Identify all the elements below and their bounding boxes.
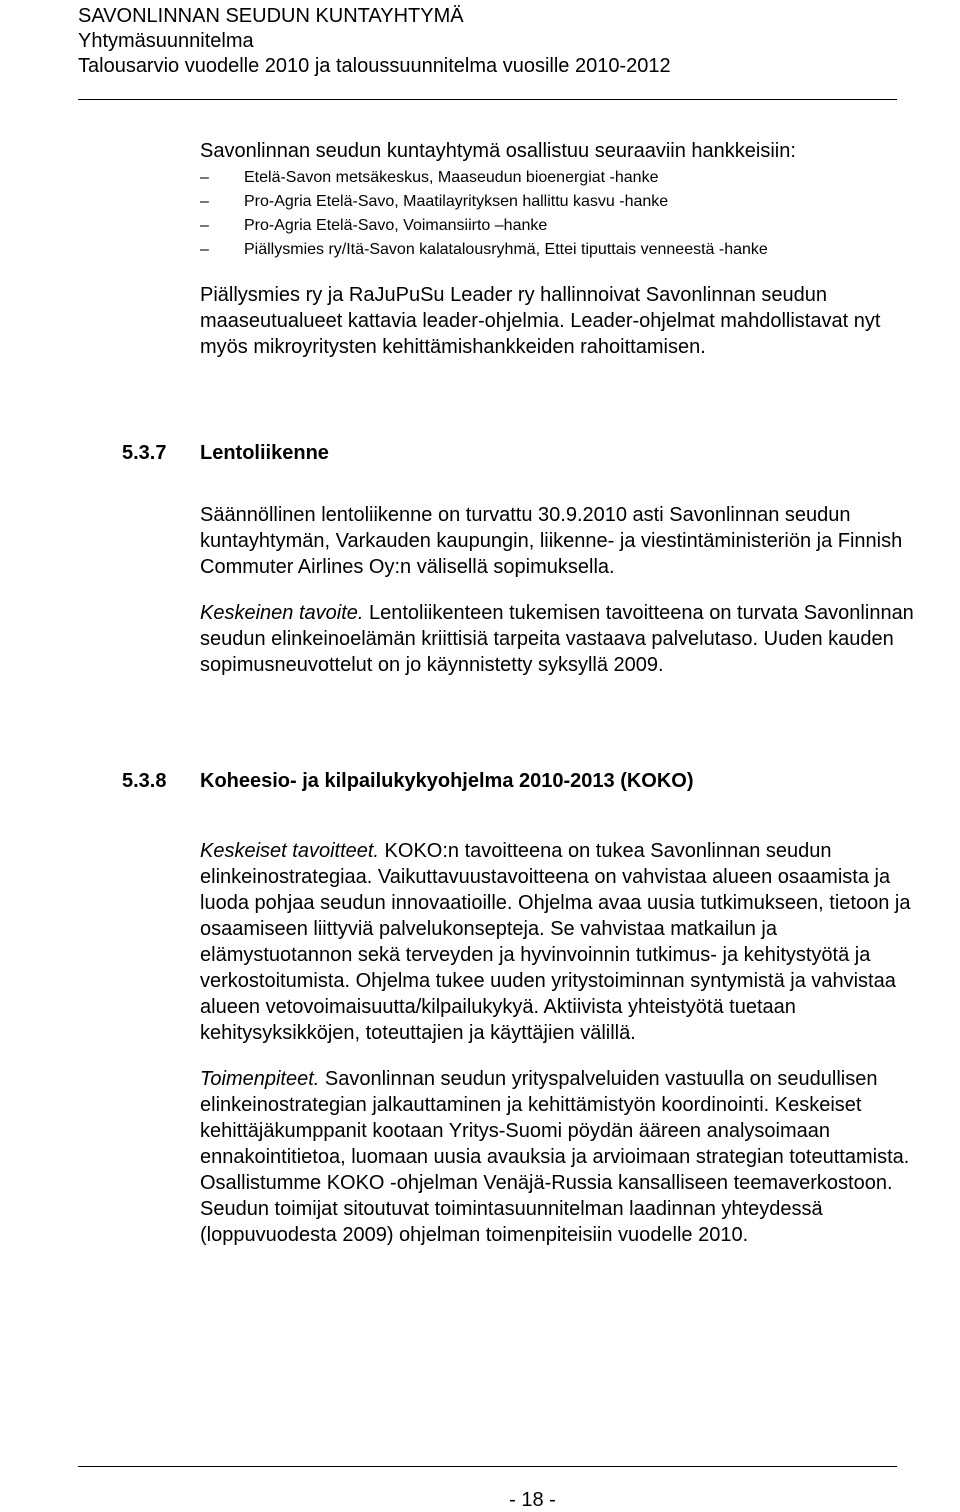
- actions-label: Toimenpiteet.: [200, 1068, 320, 1090]
- section-title: Koheesio- ja kilpailukykyohjelma 2010-2013 (KOKO): [200, 770, 694, 792]
- goal-text: Lentoliikenteen tukemisen tavoitteena on turvata Savonlinnan seudun elinkeinoelämän kriittisiä tarpeita vastaava palvelutaso. Uuden kauden sopimusneuvottelut on jo käynnistetty syksyllä 2009.: [200, 602, 914, 676]
- lentoliikenne-goal: [200, 600, 930, 678]
- list-item: – Piällysmies ry/Itä-Savon kalatalousryhmä, Ettei tiputtais venneestä -hanke: [200, 238, 930, 262]
- section-title: Lentoliikenne: [200, 442, 329, 464]
- header-plan: Yhtymäsuunnitelma: [78, 30, 254, 52]
- dash-bullet-icon: –: [200, 217, 209, 234]
- koko-goals: [200, 838, 930, 1046]
- lentoliikenne-paragraph: Säännöllinen lentoliikenne on turvattu 30.9.2010 asti Savonlinnan seudun kuntayhtymän, Varkauden kaupungin, liikenne- ja viestintäministeriön ja Finnish Commuter Airlines Oy:n välisellä sopimuksella.: [200, 504, 903, 578]
- goal-label: Keskeinen tavoite.: [200, 602, 364, 624]
- dash-bullet-icon: –: [200, 241, 209, 258]
- projects-section: [200, 138, 930, 360]
- header-divider: [78, 99, 897, 100]
- goals-label: Keskeiset tavoitteet.: [200, 840, 379, 862]
- section-number: 5.3.8: [122, 770, 167, 792]
- list-item: – Pro-Agria Etelä-Savo, Maatilayrityksen hallittu kasvu -hanke: [200, 190, 930, 214]
- footer-divider: [78, 1466, 897, 1467]
- dash-bullet-icon: –: [200, 193, 209, 210]
- actions-text: Savonlinnan seudun yrityspalveluiden vastuulla on seudullisen elinkeinostrategian jalkauttaminen ja kehittämistyön koordinointi. Keskeiset kehittäjäkumppanit kootaan Yritys-Suomi pöydän ääreen analysoimaan ennakointitietoa, luomaan uusia avauksia ja arvioimaan strategian toteuttamista. Osallistumme KOKO -ohjelman Venäjä-Russia kansalliseen teemaverkostoon. Seudun toimijat sitoutuvat toimintasuunnitelman laadinnan yhteydessä (loppuvuodesta 2009) ohjelman toimenpiteisiin vuodelle 2010.: [200, 1068, 910, 1246]
- header-budget: Talousarvio vuodelle 2010 ja taloussuunnitelma vuosille 2010-2012: [78, 55, 671, 77]
- page-header: [78, 4, 898, 79]
- koko-actions: [200, 1066, 930, 1248]
- list-item: – Pro-Agria Etelä-Savo, Voimansiirto –hanke: [200, 214, 930, 238]
- projects-list: [200, 166, 930, 262]
- dash-bullet-icon: –: [200, 169, 209, 186]
- page-number: - 18 -: [509, 1489, 556, 1511]
- lentoliikenne-body: [200, 502, 930, 678]
- koko-body: [200, 838, 930, 1248]
- leader-paragraph: Piällysmies ry ja RaJuPuSu Leader ry hallinnoivat Savonlinnan seudun maaseutualueet kattavia leader-ohjelmia. Leader-ohjelmat mahdollistavat nyt myös mikroyritysten kehittämishankkeiden rahoittamisen.: [200, 284, 881, 358]
- goals-text: KOKO:n tavoitteena on tukea Savonlinnan seudun elinkeinostrategiaa. Vaikuttavuustavoitteena on vahvistaa alueen osaamista ja luoda pohjaa seudun innovaatioille. Ohjelma avaa uusia tutkimukseen, tietoon ja osaamiseen liittyviä palvelukonsepteja. Se vahvistaa matkailun ja elämystuotannon sekä terveyden ja hyvinvoinnin tutkimus- ja kehitystyötä ja verkostoitumista. Ohjelma tukee uuden yritystoiminnan syntymistä ja vahvistaa alueen vetovoimaisuutta/kilpailukykyä. Aktiivista yhteistyötä tuetaan kehitysyksikköjen, toteuttajien ja käyttäjien välillä.: [200, 840, 911, 1044]
- section-heading-koko: [122, 768, 922, 794]
- header-org: SAVONLINNAN SEUDUN KUNTAYHTYMÄ: [78, 5, 464, 27]
- list-item: – Etelä-Savon metsäkeskus, Maaseudun bioenergiat -hanke: [200, 166, 930, 190]
- section-number: 5.3.7: [122, 442, 167, 464]
- projects-intro: Savonlinnan seudun kuntayhtymä osallistuu seuraaviin hankkeisiin:: [200, 140, 796, 162]
- section-heading-lentoliikenne: [122, 440, 922, 466]
